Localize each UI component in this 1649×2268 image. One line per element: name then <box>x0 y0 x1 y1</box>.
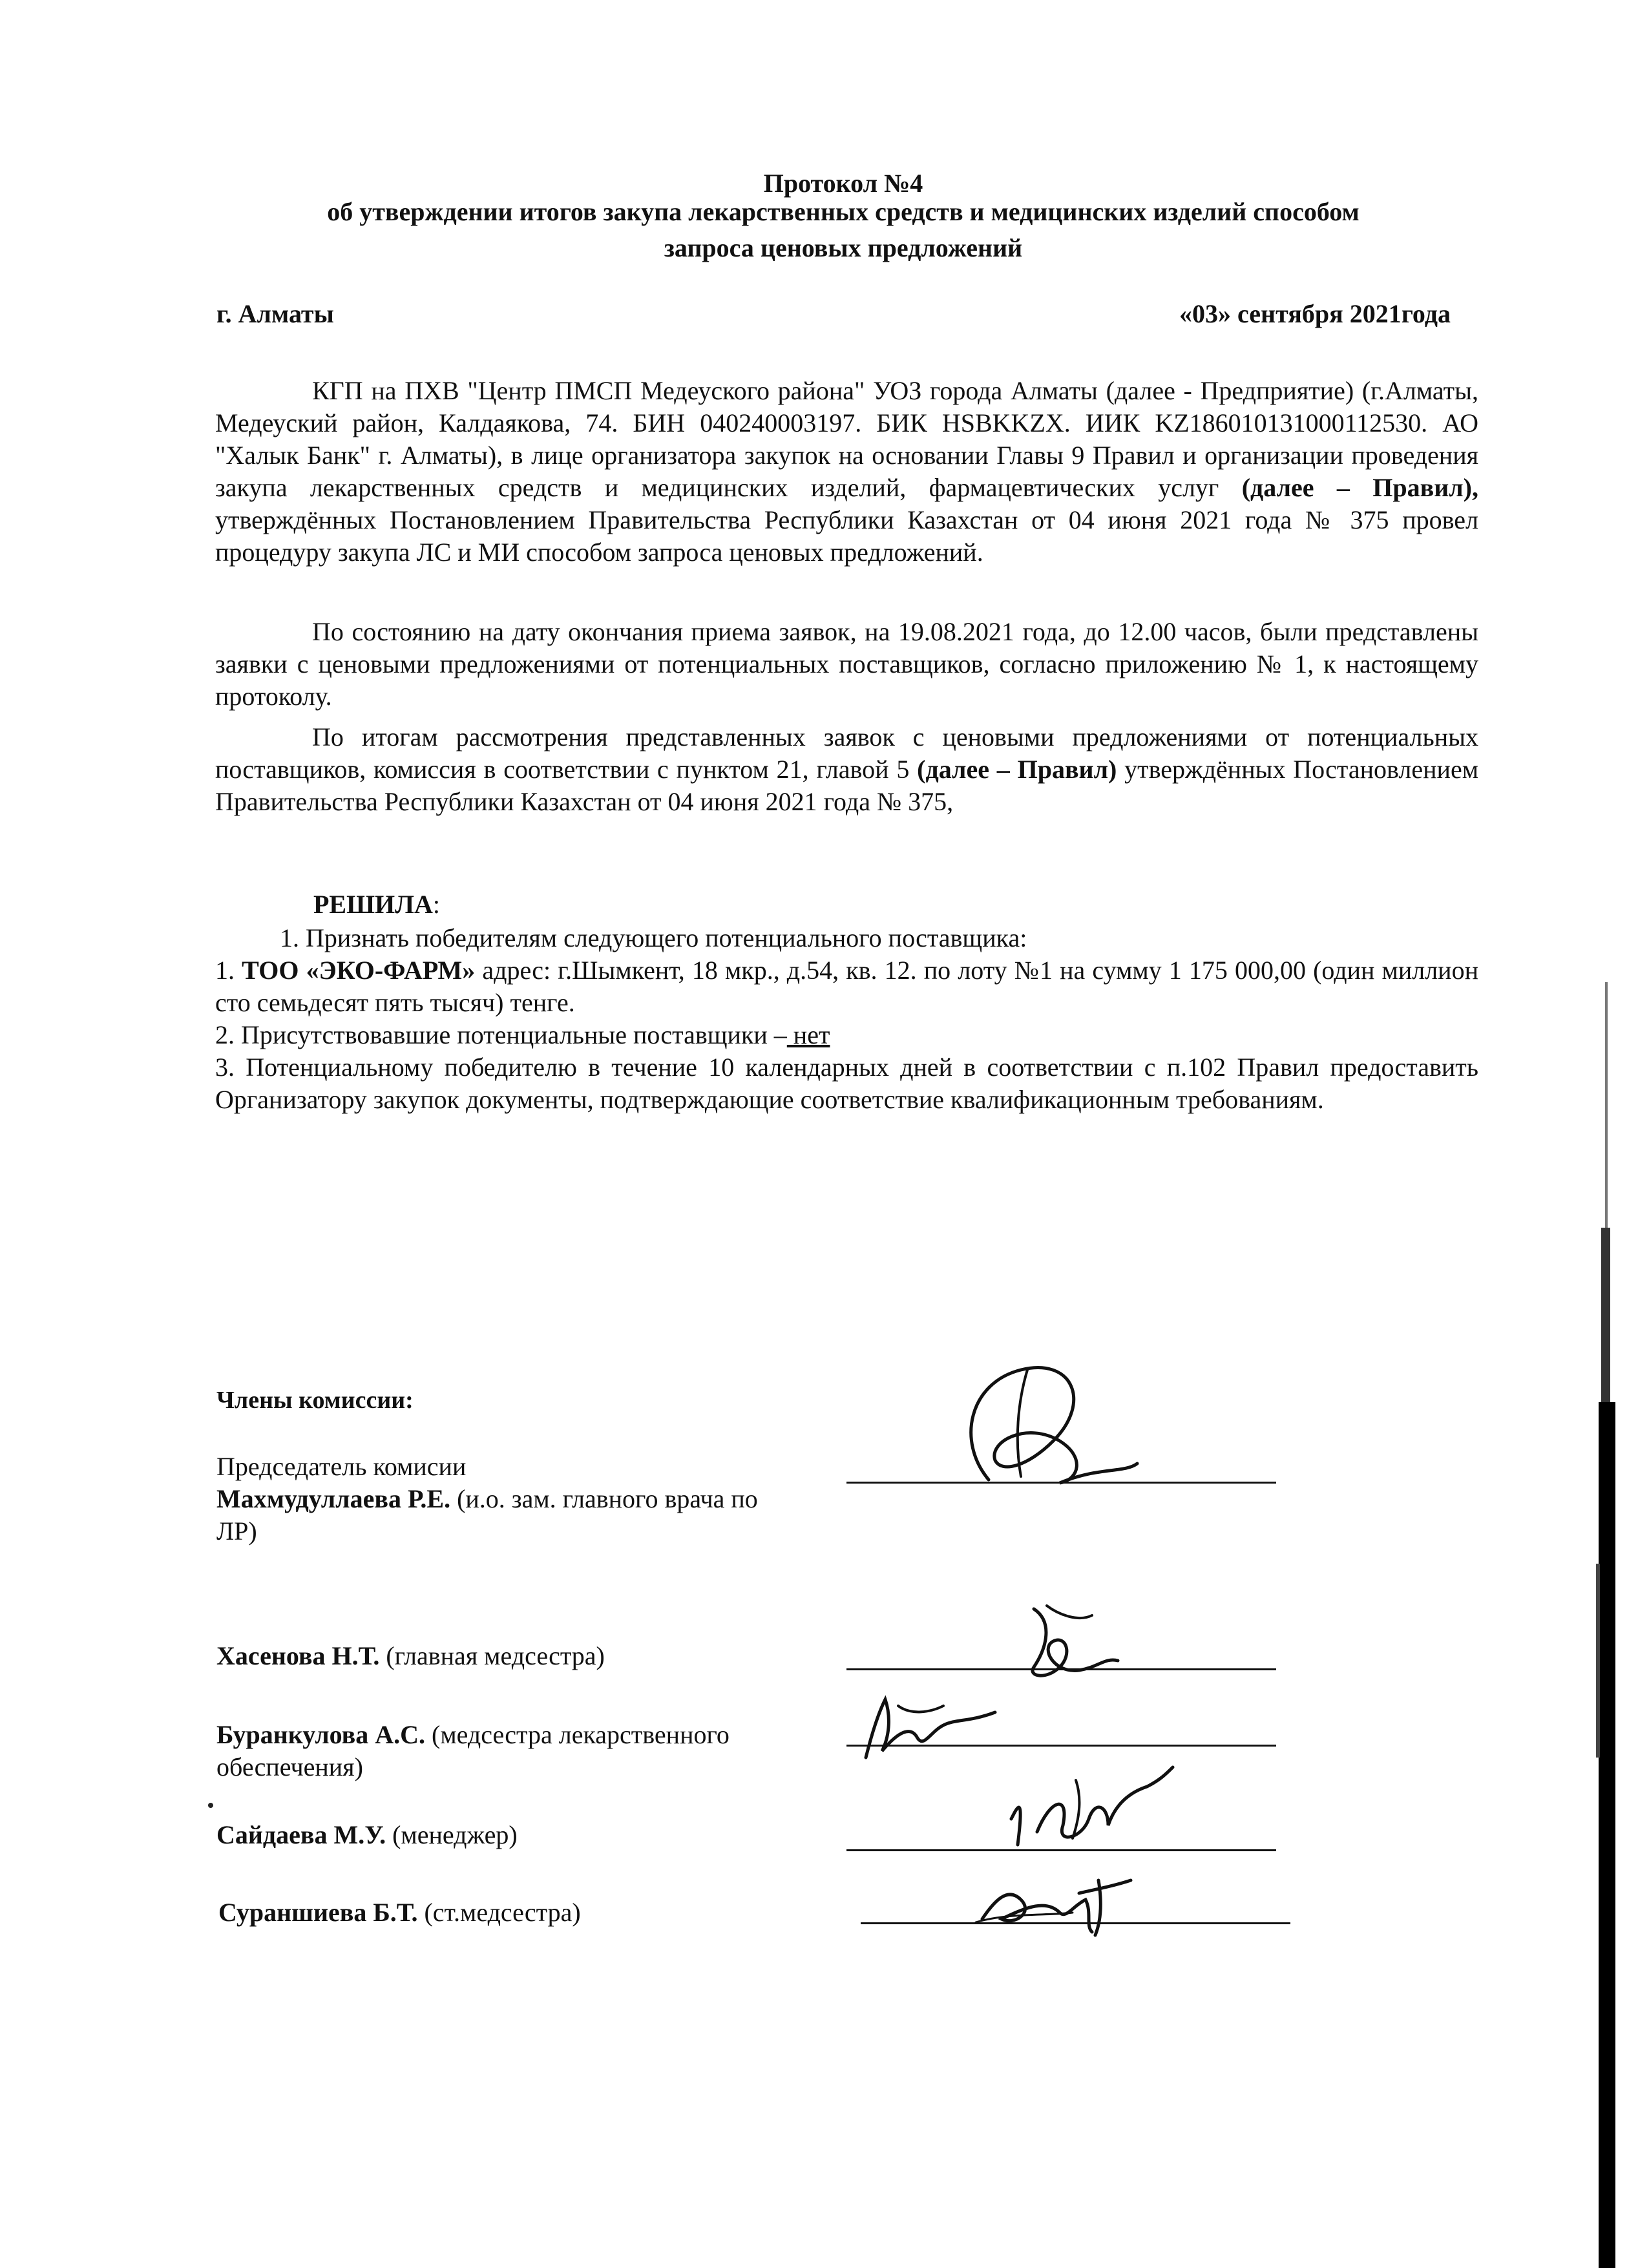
member-2-name: Хасенова Н.Т. <box>216 1641 380 1670</box>
member-5-role: (ст.медсестра) <box>417 1898 581 1927</box>
signature-5 <box>963 1861 1144 1938</box>
member-3-name: Буранкулова А.С. <box>216 1720 426 1749</box>
commission-member-4 <box>216 1819 798 1851</box>
commission-member-chair <box>216 1451 798 1548</box>
paragraph-review <box>215 721 1478 818</box>
member-2-role: (главная медсестра) <box>379 1641 605 1670</box>
city: г. Алматы <box>216 299 334 328</box>
signature-2 <box>1008 1596 1124 1693</box>
paragraph-review-bold: (далее – Правил) <box>917 755 1117 784</box>
protocol-subtitle-line2: запроса ценовых предложений <box>664 233 1023 262</box>
document-date: «03» сентября 2021года <box>1179 299 1451 328</box>
commission-member-3 <box>216 1719 798 1783</box>
paragraph-intro-text-b: утверждённых Постановлением Правительства Республики Казахстан от 04 июня 2021 года № 375 провел процедуру закупа ЛС и МИ способом запроса ценовых предложений. <box>215 505 1478 567</box>
chair-role: Председатель комисии <box>216 1452 467 1481</box>
member-5-name: Сураншиева Б.Т. <box>218 1898 418 1927</box>
paragraph-applications <box>215 616 1478 713</box>
signature-3 <box>853 1686 1002 1770</box>
decision-item-3: 3. Потенциальному победителю в течение 10 календарных дней в соответствии с п.102 Правил предоставить Организатору закупок документы, подтверждающие соответствие квалификационным требованиям. <box>215 1053 1478 1114</box>
member-3-role: (медсестра лекарственного обеспечения) <box>216 1720 730 1781</box>
decision-item-1-number: 1. <box>215 956 242 985</box>
member-4-name: Сайдаева М.У. <box>216 1820 386 1849</box>
commission-heading: Члены комиссии: <box>216 1387 414 1414</box>
paragraph-review-text-b: утверждённых Постановлением Правительства Республики Казахстан от 04 июня 2021 года № 375, <box>215 755 1479 816</box>
member-4-role: (менеджер) <box>386 1820 518 1849</box>
decision-item-2-text: 2. Присутствовавшие потенциальные поставщики – <box>215 1020 787 1049</box>
decision-heading-colon: : <box>432 890 440 919</box>
decision-heading <box>313 889 440 919</box>
commission-member-5 <box>218 1896 800 1929</box>
paragraph-intro-text-a: КГП на ПХВ "Центр ПМСП Медеуского района" УОЗ города Алматы (далее - Предприятие) (г.Алматы, Медеуский район, Калдаякова, 74. БИН 040240003197. БИК HSBKKZX. ИИК KZ186010131000112530. АО "Халык Банк" г. Алматы), в лице организатора закупок на основании Главы 9 Правил и организации проведения закупа лекарственных средств и медицинских изделий, фармацевтических услуг <box>215 376 1478 502</box>
decision-heading-text: РЕШИЛА <box>313 890 433 919</box>
chair-name: Махмудуллаева Р.Е. <box>216 1484 451 1513</box>
decision-item-1-text: адрес: г.Шымкент, 18 мкр., д.54, кв. 12. по лоту №1 на сумму 1 175 000,00 (один миллион сто семьдесят пять тысяч) тенге. <box>215 956 1478 1017</box>
chair-role-detail: (и.о. зам. главного врача по ЛР) <box>216 1484 758 1546</box>
decision-list <box>215 922 1478 1116</box>
protocol-subtitle-line1: об утверждении итогов закупа лекарственных средств и медицинских изделий способом <box>327 197 1360 226</box>
paragraph-intro-bold: (далее – Правил), <box>1241 473 1479 502</box>
protocol-title: Протокол №4 <box>763 169 923 198</box>
scan-edge-artifact <box>1596 982 1618 2268</box>
decision-item-2 <box>215 1019 1478 1051</box>
paragraph-review-text-a: По итогам рассмотрения представленных заявок с ценовыми предложениями от потенциальных поставщиков, комиссия в соответствии с пунктом 21, главой 5 <box>215 722 1478 784</box>
signature-4 <box>998 1754 1179 1861</box>
winner-name: ТОО «ЭКО-ФАРМ» <box>242 956 476 985</box>
paragraph-intro <box>215 375 1478 569</box>
decision-item-0: 1. Признать победителям следующего потенциального поставщика: <box>280 923 1027 952</box>
decision-item-2-value: нет <box>786 1020 830 1049</box>
decision-item-1 <box>215 954 1478 1019</box>
scan-artifact-dot <box>208 1803 213 1808</box>
commission-member-2 <box>216 1640 798 1672</box>
signature-chair <box>930 1344 1144 1506</box>
paragraph-applications-text: По состоянию на дату окончания приема заявок, на 19.08.2021 года, до 12.00 часов, были представлены заявки с ценовыми предложениями от потенциальных поставщиков, согласно приложению № 1, к настоящему протоколу. <box>215 617 1478 711</box>
